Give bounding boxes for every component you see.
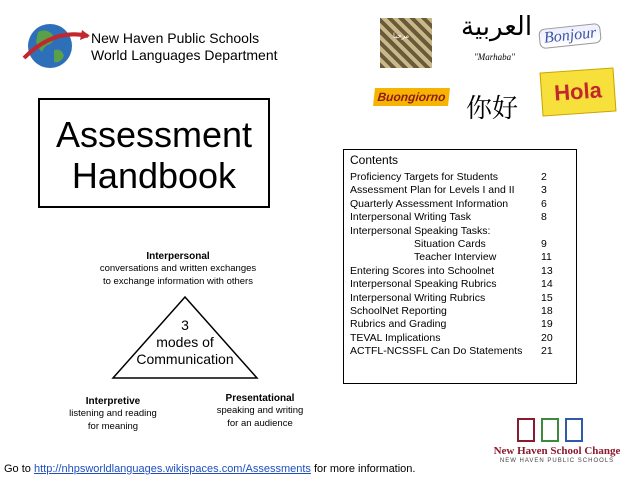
contents-row: [350, 238, 576, 251]
marhaba-tile-image: مرحبا: [380, 18, 432, 68]
org-line-1: New Haven Public Schools: [91, 30, 260, 46]
contents-row-label: Entering Scores into Schoolnet: [350, 264, 495, 277]
contents-row-label: ACTFL-NCSSFL Can Do Statements: [350, 345, 523, 358]
contents-row: [350, 318, 576, 331]
contents-row-page: 6: [541, 197, 547, 210]
buongiorno-image: Buongiorno: [373, 88, 450, 106]
contents-row-page: 20: [541, 331, 553, 344]
school-change-logo: [493, 418, 621, 466]
contents-row-page: 11: [541, 251, 552, 264]
contents-row-label: TEVAL Implications: [350, 331, 441, 344]
interpretive-desc-2: for meaning: [87, 421, 139, 432]
contents-row-label: Proficiency Targets for Students: [350, 171, 499, 183]
contents-row: [350, 278, 576, 291]
contents-row: [350, 265, 576, 278]
table-of-contents: [343, 149, 577, 384]
contents-row-page: 15: [541, 291, 553, 304]
hola-image: Hola: [540, 67, 617, 116]
triangle-modes: modes of: [156, 334, 214, 350]
logo-subtitle: NEW HAVEN PUBLIC SCHOOLS: [499, 458, 615, 464]
contents-row-page: 13: [541, 264, 553, 277]
contents-row: [350, 211, 576, 224]
presentational-heading: Presentational: [225, 393, 295, 404]
contents-row: [350, 184, 576, 197]
contents-row: [350, 332, 576, 345]
contents-row-page: 9: [541, 237, 547, 250]
mode-presentational: [200, 393, 320, 430]
logo-building-icon-3: [565, 418, 583, 442]
contents-row: [350, 251, 576, 264]
contents-heading: Contents: [350, 153, 399, 167]
org-line-2: World Languages Department: [91, 47, 278, 63]
org-name: [91, 30, 278, 64]
contents-row-label: SchoolNet Reporting: [350, 304, 447, 317]
footer-suffix: for more information.: [310, 463, 416, 475]
globe-logo-icon: [20, 18, 90, 74]
logo-building-icon-2: [541, 418, 559, 442]
footer-note: [4, 463, 415, 475]
contents-row: [350, 198, 576, 211]
contents-row-label: Interpersonal Writing Rubrics: [350, 291, 486, 304]
contents-row: [350, 171, 576, 184]
triangle-communication: Communication: [136, 351, 234, 367]
contents-row-page: 19: [541, 318, 553, 331]
contents-row: [350, 345, 576, 358]
contents-row-page: 3: [541, 184, 547, 197]
contents-row: [350, 292, 576, 305]
contents-row: [350, 305, 576, 318]
logo-name: New Haven School Change: [493, 445, 621, 457]
contents-row-label: Quarterly Assessment Information: [350, 197, 509, 210]
bonjour-image: Bonjour: [538, 23, 602, 49]
assessments-link[interactable]: http://nhpsworldlanguages.wikispaces.com/Assessments: [33, 463, 311, 475]
contents-row-label: Interpersonal Speaking Tasks:: [350, 224, 491, 237]
interpretive-desc-1: listening and reading: [69, 408, 157, 419]
interpersonal-heading: Interpersonal: [146, 251, 210, 262]
logo-building-icons: [517, 418, 583, 442]
contents-row-label: Rubrics and Grading: [350, 318, 447, 331]
contents-row-label: Situation Cards: [414, 237, 486, 250]
presentational-desc-1: speaking and writing: [216, 405, 304, 416]
nihao-image: 你好: [466, 94, 519, 124]
contents-row-page: 18: [541, 304, 553, 317]
contents-row-label: Interpersonal Speaking Rubrics: [350, 278, 497, 291]
logo-building-icon-1: [517, 418, 535, 442]
title-line-1: Assessment: [55, 114, 253, 155]
presentational-desc-2: for an audience: [227, 418, 293, 429]
contents-row-label: Assessment Plan for Levels I and II: [350, 184, 515, 197]
mode-interpretive: [58, 396, 168, 433]
contents-row-page: [541, 225, 571, 238]
contents-row: [350, 225, 576, 238]
contents-row-page: 21: [541, 345, 553, 358]
interpersonal-desc-1: conversations and written exchanges: [99, 263, 257, 274]
triangle-center-text: [118, 317, 252, 368]
contents-row-page: 8: [541, 211, 547, 224]
contents-row-label: Teacher Interview: [414, 251, 497, 264]
mode-interpersonal: [88, 251, 268, 288]
title-line-2: Handbook: [71, 155, 237, 196]
contents-row-page: 2: [541, 171, 547, 183]
triangle-number: 3: [181, 317, 189, 333]
contents-row-label: Interpersonal Writing Task: [350, 211, 472, 224]
marhaba-caption: "Marhaba": [474, 52, 515, 62]
footer-prefix: Go to: [4, 463, 34, 475]
contents-row-page: 14: [541, 278, 553, 291]
arabic-word: العربية: [461, 12, 533, 42]
handbook-title: [38, 98, 270, 208]
interpretive-heading: Interpretive: [85, 396, 141, 407]
interpersonal-desc-2: to exchange information with others: [103, 276, 253, 287]
